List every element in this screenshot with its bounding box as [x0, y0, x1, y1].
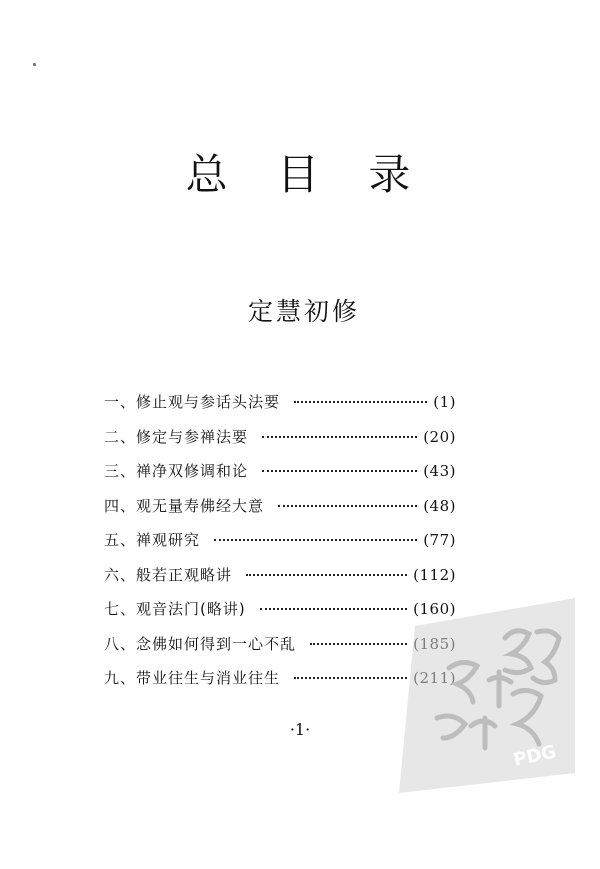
toc-entry-label: 一、修止观与参话头法要	[104, 393, 281, 411]
toc-entry-page: (1)	[433, 393, 456, 411]
toc-entry-page: (160)	[413, 600, 456, 618]
watermark-text: PDG	[511, 741, 559, 771]
toc-entry	[104, 392, 456, 427]
toc-entry-label: 二、修定与参禅法要	[104, 427, 249, 446]
toc-entry-label: 八、念佛如何得到一心不乱	[104, 634, 297, 653]
dot-leader	[214, 539, 417, 541]
dot-leader	[294, 401, 427, 403]
page-number: ·1·	[289, 720, 311, 739]
watermark-seal	[397, 598, 577, 793]
dot-leader	[310, 643, 407, 645]
dot-leader	[260, 608, 407, 610]
toc-entry-label: 七、观音法门(略讲)	[104, 600, 246, 618]
dot-leader	[246, 574, 407, 576]
dot-leader	[294, 677, 407, 679]
toc-entry	[104, 530, 456, 565]
dot-leader	[278, 505, 417, 507]
toc-entry-page: (43)	[423, 462, 456, 480]
page-title: 总 目 录	[185, 150, 429, 199]
toc-entry-label: 四、观无量寿佛经大意	[104, 496, 265, 515]
toc-entry-label: 五、禅观研究	[104, 531, 201, 549]
toc-entry-label: 六、般若正观略讲	[104, 565, 233, 584]
dot-leader	[262, 470, 417, 472]
toc-entry-page: (20)	[423, 427, 456, 446]
scan-speck	[33, 63, 36, 66]
toc-entry	[104, 496, 456, 531]
toc-entry	[104, 565, 456, 600]
dot-leader	[262, 436, 417, 438]
toc-entry	[104, 461, 456, 496]
section-title: 定慧初修	[247, 297, 360, 326]
toc-entry-page: (77)	[423, 531, 456, 549]
toc-entry-page: (112)	[413, 565, 456, 584]
toc-entry-page: (48)	[423, 496, 456, 515]
toc-entry-label: 九、带业往生与消业往生	[104, 669, 281, 687]
toc-entry-label: 三、禅净双修调和论	[104, 462, 249, 480]
toc-entry	[104, 427, 456, 462]
